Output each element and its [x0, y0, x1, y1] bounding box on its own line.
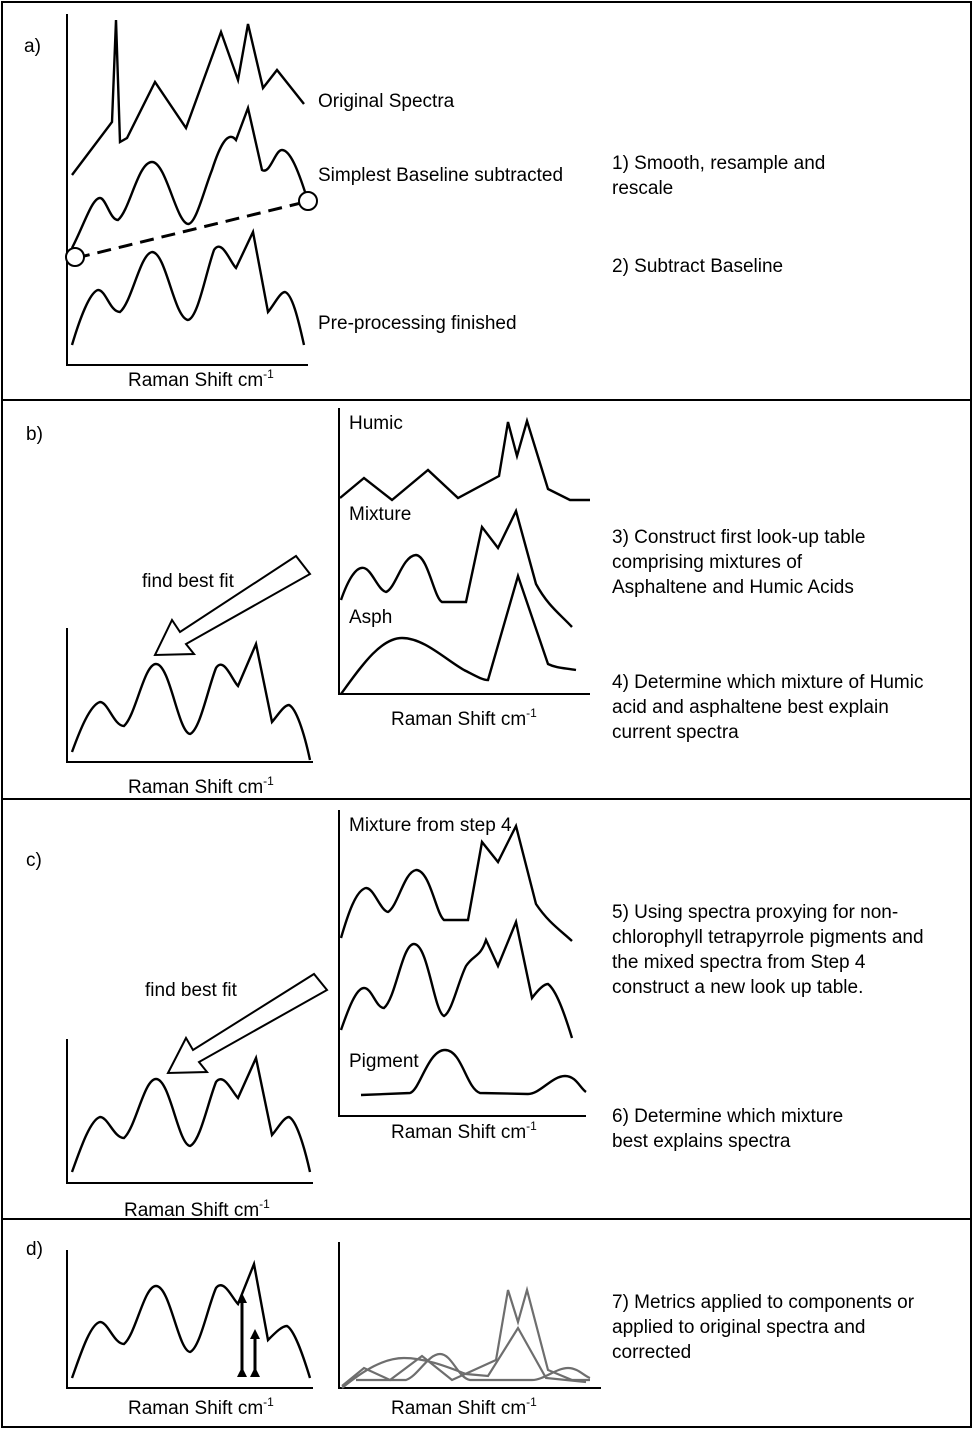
panel-d-label: d): [26, 1239, 43, 1260]
step-7-text: 7) Metrics applied to components or applied to original spectra and corrected: [612, 1292, 915, 1363]
panel-a-axis-label: Raman Shift $cm^{-1}$: [128, 367, 274, 391]
panel-d-right-axes: [339, 1242, 601, 1388]
panel-a-frame: [2, 2, 971, 400]
mixture-label: Mixture: [349, 504, 412, 525]
panel-d-left-axis-label: Raman Shift $cm^{-1}$: [128, 1395, 274, 1419]
pigment-mixture-curve: [341, 922, 572, 1038]
panel-b-find-best-fit-label: find best fit: [142, 571, 234, 592]
panel-b-target-curve: [72, 644, 310, 760]
step-1-text: 1) Smooth, resample and rescale: [612, 153, 826, 199]
mixture-from-step-4-label: Mixture from step 4: [349, 815, 512, 836]
humic-label: Humic: [349, 413, 403, 434]
panel-b-frame: [2, 400, 971, 799]
panel-c-right-axis-label: Raman Shift $cm^{-1}$: [391, 1119, 537, 1143]
panel-a-label: a): [24, 36, 41, 57]
panel-b-left-axis-label: Raman Shift $cm^{-1}$: [128, 774, 274, 798]
panel-c-target-curve: [72, 1058, 310, 1172]
panel-d: [2, 1219, 971, 1427]
panel-d-right-axis-label: Raman Shift $cm^{-1}$: [391, 1395, 537, 1419]
panel-d-left-axes: [67, 1250, 313, 1388]
step-5-text: 5) Using spectra proxying for non- chlorophyll tetrapyrrole pigments and the mixed spectra from Step 4 construct a new look up table.: [612, 902, 924, 998]
preprocessing-finished-label: Pre-processing finished: [318, 313, 517, 334]
original-spectrum-curve: [72, 20, 304, 175]
panel-d-corrected-curve: [72, 1264, 310, 1378]
component-pigment-curve: [356, 1354, 590, 1380]
panel-c-frame: [2, 799, 971, 1219]
original-spectra-label: Original Spectra: [318, 91, 455, 112]
panel-b-right-axis-label: Raman Shift $cm^{-1}$: [391, 706, 537, 730]
panel-b: [2, 400, 971, 799]
panel-a-axes: [67, 14, 308, 365]
step-6-text: 6) Determine which mixture best explains spectra: [612, 1106, 844, 1152]
mixture-step4-curve: [341, 826, 572, 941]
panel-c: [2, 799, 971, 1221]
step-3-text: 3) Construct first look-up table comprising mixtures of Asphaltene and Humic Acids: [612, 527, 866, 598]
panel-c-find-best-fit-label: find best fit: [145, 980, 237, 1001]
step-4-text: 4) Determine which mixture of Humic acid and asphaltene best explain current spectra: [612, 672, 924, 743]
panel-c-left-axis-label: Raman Shift $cm^{-1}$: [124, 1197, 270, 1221]
baseline-anchor-right: [299, 192, 317, 210]
asph-label: Asph: [349, 607, 393, 628]
panel-c-label: c): [26, 850, 42, 871]
baseline-anchor-left: [66, 248, 84, 266]
baseline-subtracted-label: Simplest Baseline subtracted: [318, 165, 564, 186]
panel-a: [2, 2, 971, 400]
pigment-label: Pigment: [349, 1051, 419, 1072]
step-2-text: 2) Subtract Baseline: [612, 256, 784, 277]
panel-b-label: b): [26, 424, 43, 445]
